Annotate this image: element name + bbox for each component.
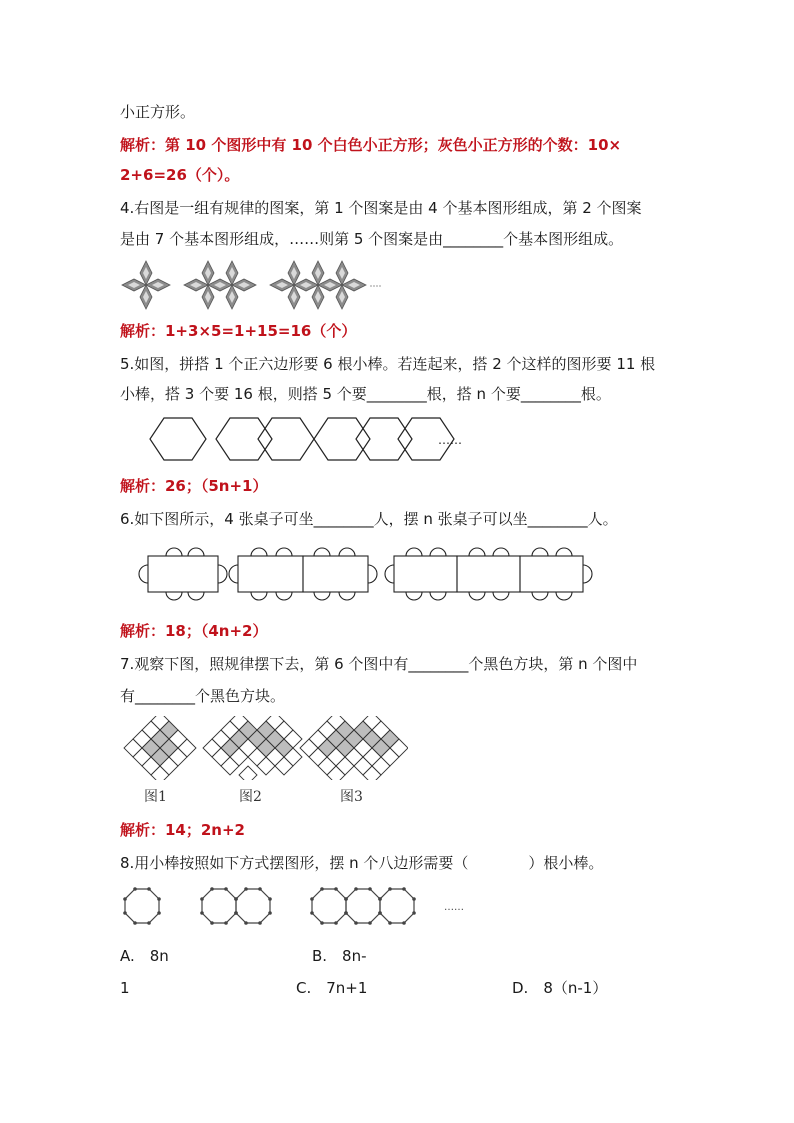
- answer-line: 2+6=26（个）。: [120, 166, 240, 184]
- diamond-grid-figure: [118, 716, 408, 780]
- figure-caption-2: 图2: [239, 789, 262, 805]
- question-7-line-1: 7.观察下图，照规律摆下去，第 6 个图中有________个黑色方块，第 n 个图中: [120, 655, 638, 673]
- diamond-fig-2: [203, 716, 302, 780]
- answer-line: 解析：第 10 个图形中有 10 个白色小正方形；灰色小正方形的个数：10×: [120, 136, 622, 154]
- question-8-line: 8.用小棒按照如下方式摆图形，摆 n 个八边形需要（ ）根小棒。: [120, 854, 604, 872]
- figure-caption-1: 图1: [144, 789, 167, 805]
- question-5-line-1: 5.如图，拼搭 1 个正六边形要 6 根小棒。若连起来，搭 2 个这样的图形要 11 根: [120, 355, 656, 373]
- question-7-line-2: 有________个黑色方块。: [120, 687, 286, 705]
- answer-line: 解析：26；（5n+1）: [120, 477, 268, 495]
- option-a: A. 8n: [120, 947, 169, 965]
- diamond-fig-1: [124, 716, 196, 780]
- answer-line: 解析：1+3×5=1+15=16（个）: [120, 322, 357, 340]
- octagon-group-3: [310, 887, 416, 925]
- question-5-line-2: 小棒，搭 3 个要 16 根，则搭 5 个要________根，搭 n 个要________根。: [120, 385, 611, 403]
- ellipsis: ……: [438, 433, 462, 447]
- pattern-2: [184, 261, 256, 309]
- figure-caption-3: 图3: [340, 789, 363, 805]
- option-d: D. 8（n-1）: [512, 979, 608, 997]
- answer-line: 解析：18；（4n+2）: [120, 622, 268, 640]
- octagon-group-1: [123, 887, 161, 925]
- option-c: C. 7n+1: [296, 979, 368, 997]
- question-4-line-2: 是由 7 个基本图形组成，……则第 5 个图案是由________个基本图形组成。: [120, 230, 624, 248]
- text-line: 小正方形。: [120, 103, 196, 121]
- hexagon-figure: [140, 414, 480, 466]
- ellipsis: ……: [444, 902, 464, 913]
- tables-figure: [136, 543, 596, 603]
- question-4-line-1: 4.右图是一组有规律的图案，第 1 个图案是由 4 个基本图形组成，第 2 个图案: [120, 199, 642, 217]
- question-6-line: 6.如下图所示，4 张桌子可坐________人，摆 n 张桌子可以坐________人。: [120, 510, 618, 528]
- option-b: B. 8n-: [312, 947, 367, 965]
- pattern-3: [270, 261, 366, 309]
- flower-pattern-figure: [118, 258, 388, 313]
- diamond-fig-3: [300, 716, 408, 780]
- octagon-group-2: [200, 887, 272, 925]
- pattern-1: [122, 261, 170, 309]
- option-b-continued: 1: [120, 979, 130, 997]
- answer-line: 解析：14；2n+2: [120, 821, 245, 839]
- octagon-figure: [118, 880, 478, 932]
